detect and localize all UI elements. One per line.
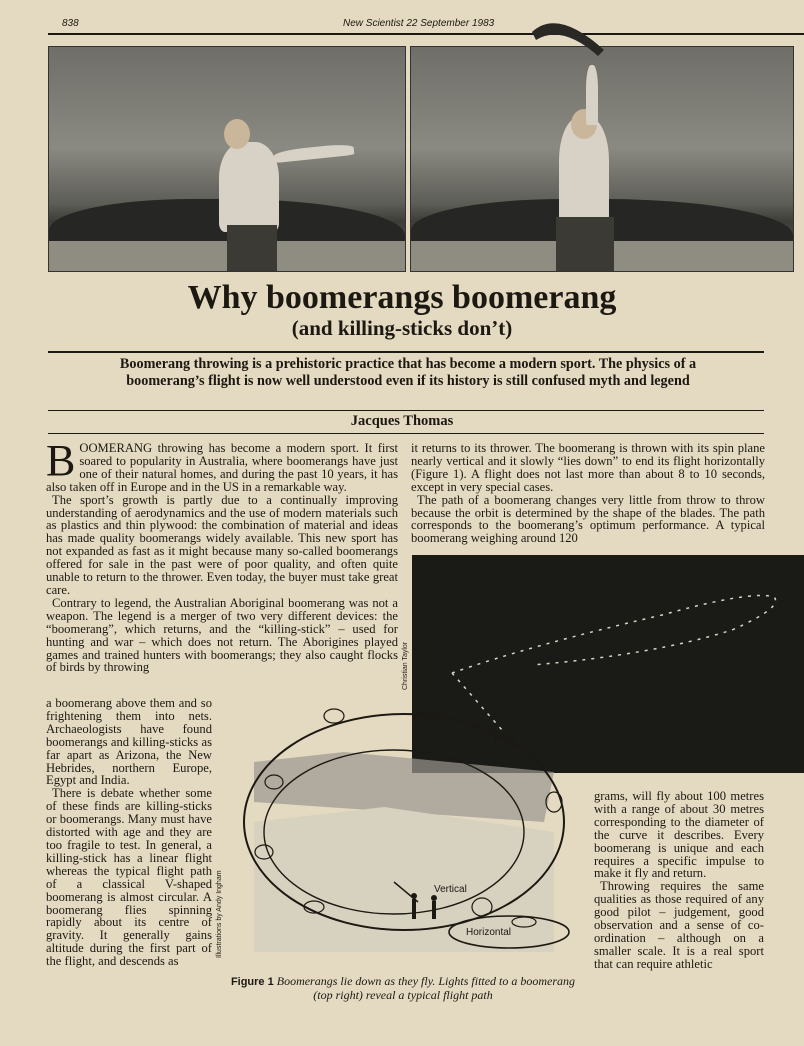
photo-credit: Christian Taylor [402,641,409,690]
photo-thrower-left [48,46,406,272]
header-rule [48,33,804,35]
illustration-credit: Illustrations by Andy Ingham [216,870,223,958]
author-byline: Jacques Thomas [350,413,454,429]
caption-text: Boomerangs lie down as they fly. Lights fitted to a boomerang (top right) reveal a typical flight path [276,974,576,1002]
byline-rule [48,433,764,434]
paragraph: a boomerang above them and so frightening them into nets. Archaeologists have found boomerangs and killing-sticks as far apart as Arizona, the New Hebrides, northern Europe, Egypt and India. [46,696,212,788]
thrower-head [224,119,250,149]
column-2 [411,442,765,545]
paragraph: The path of a boomerang changes very little from throw to throw because the orbit is determined by the shape of the blades. The path corresponds to the boomerang’s optimum performance. A typical boomerang weighing around 120 [411,492,765,546]
column-1-top [46,436,398,675]
standfirst-rule [48,410,764,411]
paragraph: Throwing requires the same qualities as those required of any good pilot – judgement, good observation and a sense of co-ordination – although on a smaller scale. It is a real sport that can require athletic [594,879,764,971]
paragraph: The sport’s growth is partly due to a continually improving understanding of aerodynamics and the use of modern materials such as plastics and thin plywood: the combination of material and ideas has made quality boomerangs widely available. This new sport has not expanded as fast as it might because many so-called boomerangs offered for sale in the past were of poor quality, and often quite unable to return to the thrower. Even today, the buyer must take great care. [46,492,398,597]
label-horizontal: Horizontal [466,927,512,938]
column-3 [594,790,764,971]
paragraph: Contrary to legend, the Australian Aboriginal boomerang was not a weapon. The legend is a merger of two very different devices: the “boomerang”, which returns, and the “killing-stick” – used for hunting and war – which does not return. The Aborigines played games and trained hunters with boomerangs; they also caught flocks of birds by throwing [46,595,398,675]
paragraph: BOOMERANG throwing has become a modern sport. It first soared to popularity in Australia, where boomerangs have just one of their natural homes, and during the past 10 years, it has also taken off in Europe and in the US in a remarkable way. [46,436,398,494]
caption-label: Figure 1 [230,976,274,988]
figure-caption [226,975,580,1002]
thrower-legs [556,217,614,271]
column-1-narrow [46,697,212,968]
thrower-arm [274,143,355,163]
photo-thrower-right [410,46,794,272]
boomerang-icon [528,10,608,60]
article-title: Why boomerangs boomerang [187,279,617,316]
thrower-raised-arm [586,65,598,125]
paragraph: grams, will fly about 100 metres with a range of about 30 metres corresponding to the diameter of the curve it describes. Every boomerang is unique and each requires a specific impulse to make it fly and return. [594,789,764,881]
thrower-legs [227,225,277,271]
publication-line: New Scientist 22 September 1983 [343,18,495,29]
paragraph: There is debate whether some of these finds are killing-sticks or boomerangs. Many must have distorted with age and they are too fragile to test. In general, a killing-stick has a linear flight whereas the typical flight path of a classical V-shaped boomerang is almost circular. A boomerang flies spinning rapidly about its centre of gravity. It generally gains altitude during the first part of the flight, and descends as [46,786,212,969]
page-number: 838 [62,18,79,29]
paragraph: it returns to its thrower. The boomerang is thrown with its spin plane nearly vertical and it slowly “lies down” to end its flight horizontally (Figure 1). A flight does not last more than about 8 to 10 seconds, except in very special cases. [411,441,765,494]
thrower-body [219,142,279,232]
article-subtitle: (and killing-sticks don’t) [291,316,513,340]
standfirst: Boomerang throwing is a prehistoric practice that has become a modern sport. The physics of a boomerang’s flight is now well understood even if its history is still confused myth and legend [119,356,697,389]
label-vertical: Vertical [434,884,467,895]
figure-1-diagram [224,702,584,972]
title-rule [48,351,764,353]
drop-cap: B [46,436,76,485]
